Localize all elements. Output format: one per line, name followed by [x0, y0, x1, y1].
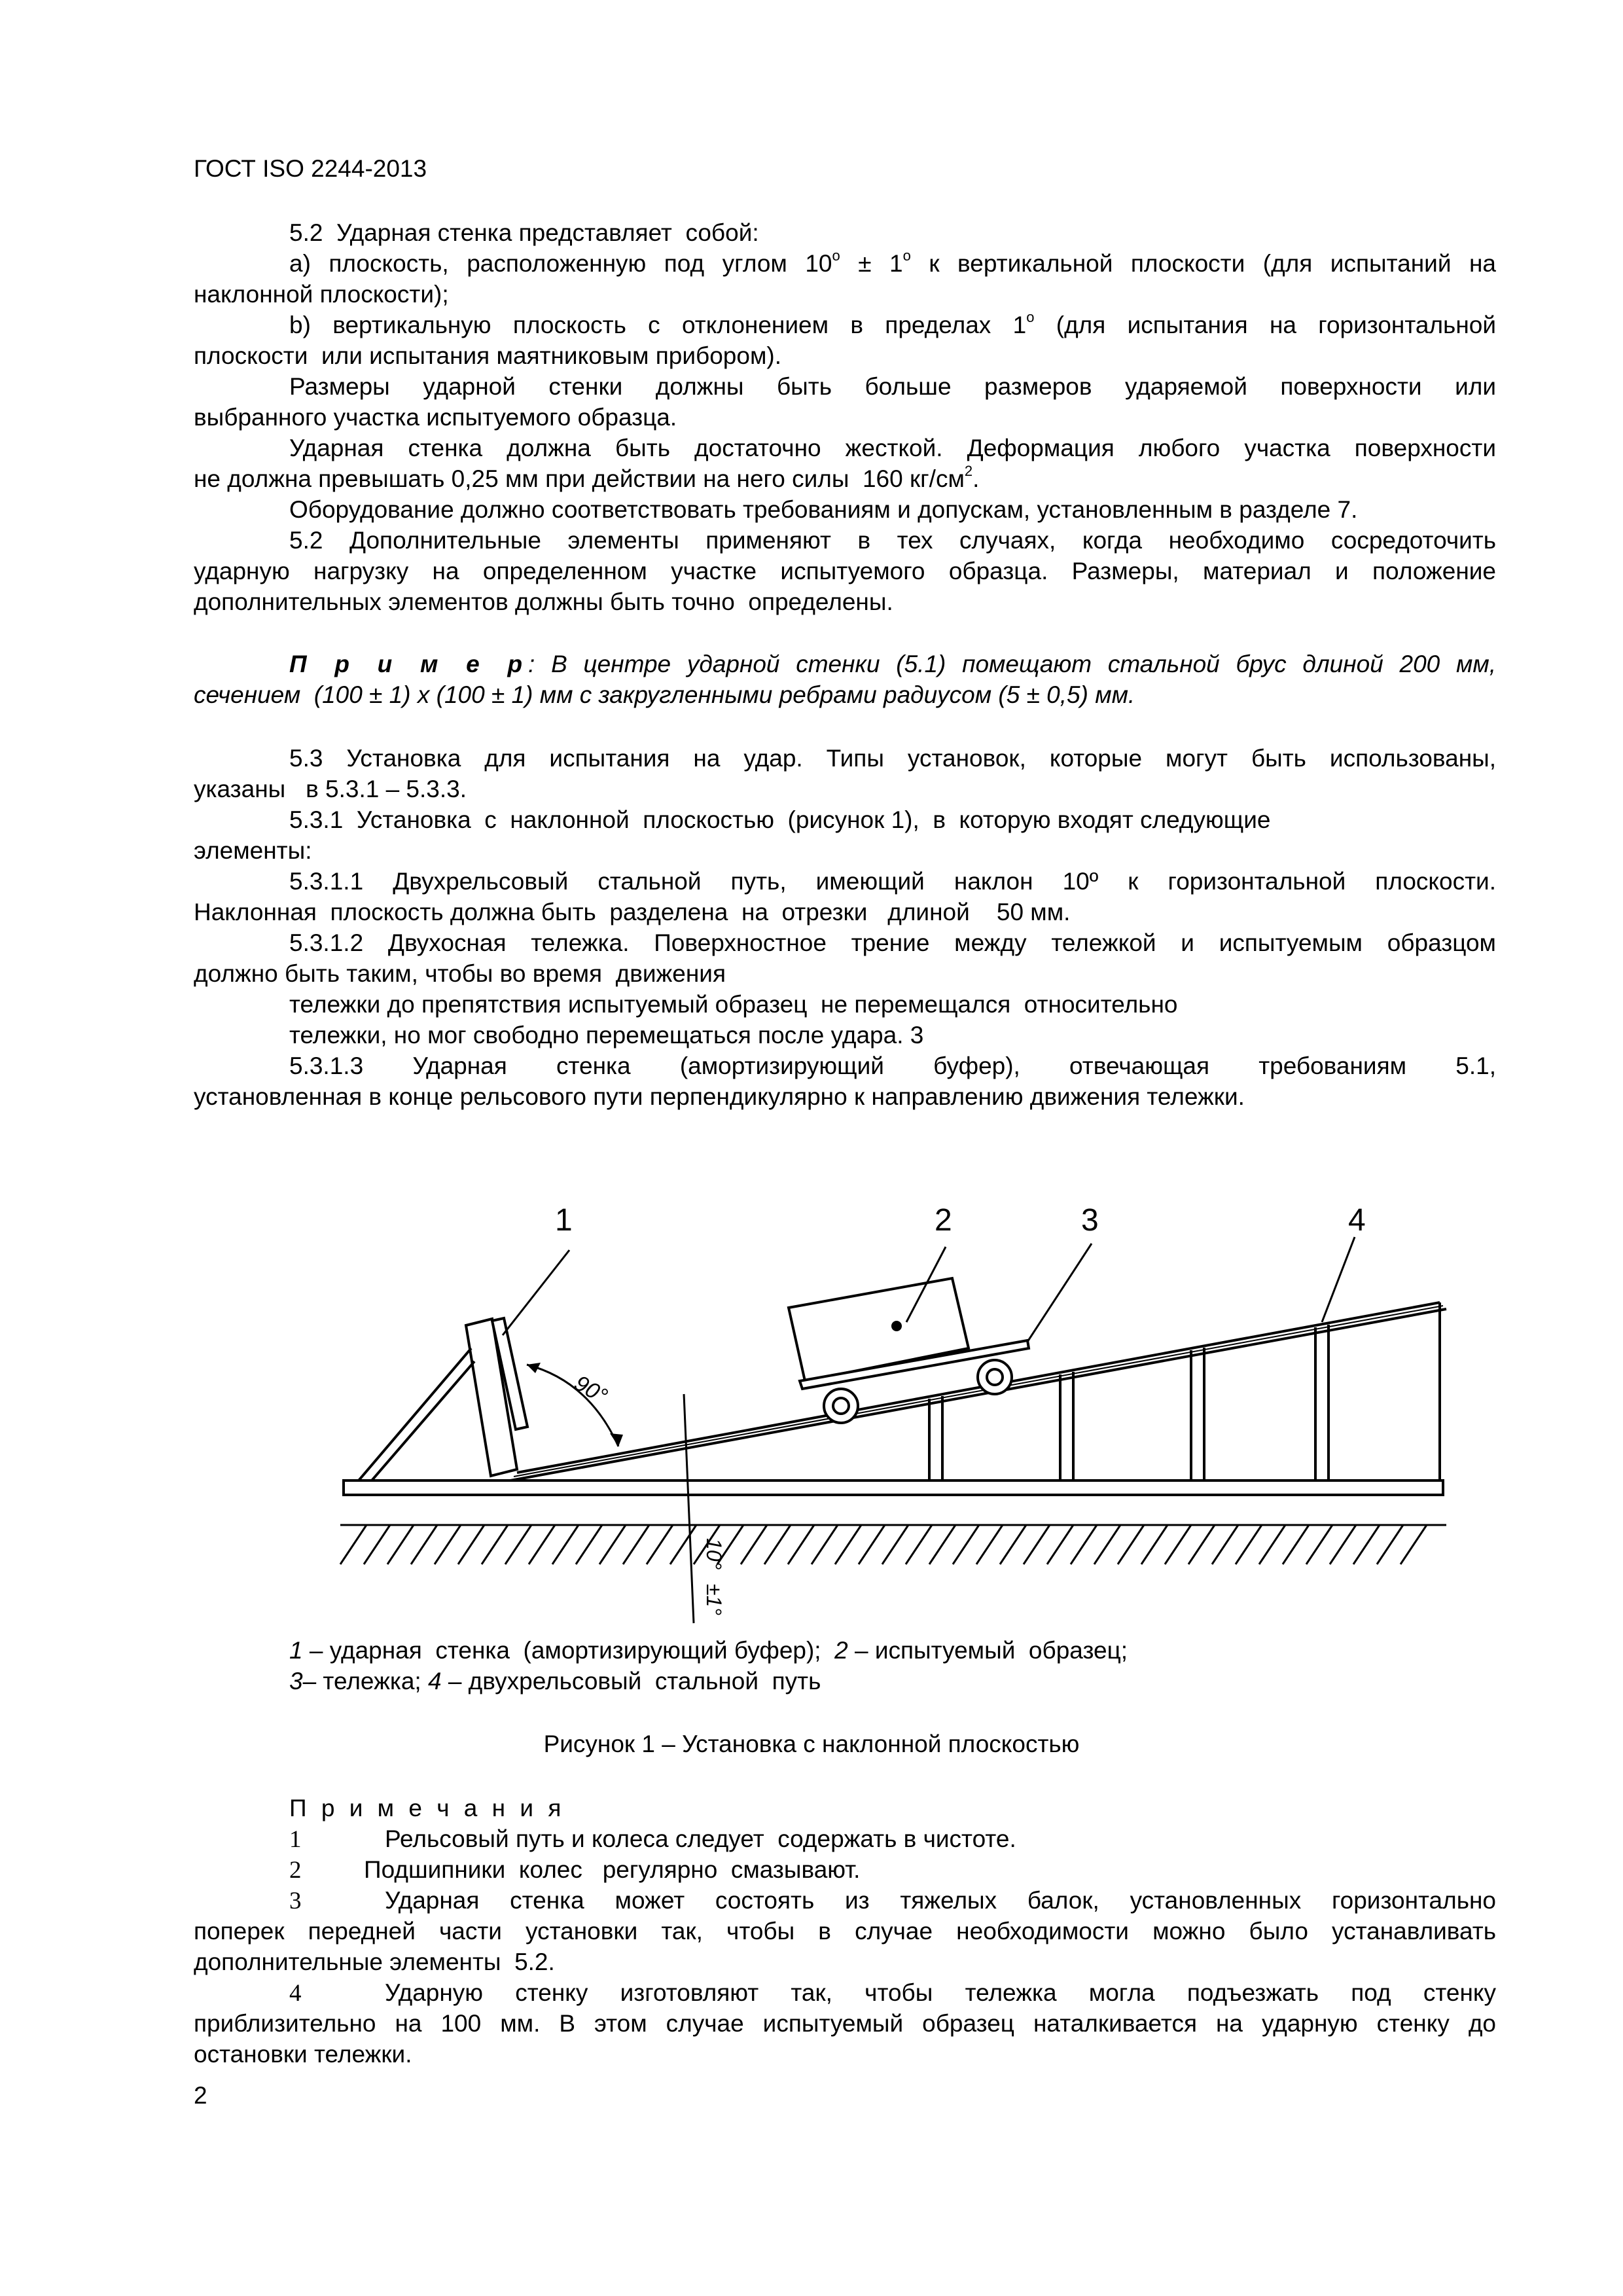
- hatch-stroke: [741, 1525, 767, 1564]
- hatch-stroke: [1400, 1525, 1427, 1564]
- hatch-stroke: [1212, 1525, 1238, 1564]
- reference-line: [684, 1394, 694, 1623]
- hatch-stroke: [1024, 1525, 1050, 1564]
- hatch-stroke: [929, 1525, 955, 1564]
- s5312-line4: тележки, но мог свободно перемещаться после удара. 3: [289, 1022, 924, 1049]
- example-label: П р и м е р: [289, 651, 529, 677]
- hatch-stroke: [1306, 1525, 1332, 1564]
- note-3-line2: поперек передней части установки так, чтобы в случае необходимости можно было устанавливать: [194, 1918, 1496, 1945]
- hatch-stroke: [623, 1525, 649, 1564]
- hatch-stroke: [482, 1525, 508, 1564]
- s5311-line2: Наклонная плоскость должна быть разделена на отрезки длиной 50 мм.: [194, 899, 1071, 925]
- example-line1: П р и м е р: В центре ударной стенки (5.1) помещают стальной брус длиной 200 мм,: [289, 651, 1496, 677]
- hatch-stroke: [812, 1525, 838, 1564]
- size-line2: выбранного участка испытуемого образца.: [194, 404, 677, 431]
- item-b-line2: плоскости или испытания маятниковым прибором).: [194, 342, 781, 369]
- s5312-line3: тележки до препятствия испытуемый образец не перемещался относительно: [289, 991, 1178, 1018]
- hatch-stroke: [552, 1525, 579, 1564]
- hatch-stroke: [364, 1525, 390, 1564]
- hatch-stroke: [340, 1525, 366, 1564]
- doc-header: ГОСТ ISO 2244-2013: [194, 155, 427, 182]
- hatch-stroke: [1188, 1525, 1215, 1564]
- notes-heading: П р и м е ч а н и я: [289, 1795, 565, 1821]
- rail-track: [510, 1302, 1446, 1480]
- item-a-line2: наклонной плоскости);: [194, 281, 449, 308]
- part-label-3: 3: [1081, 1203, 1099, 1238]
- hatch-stroke: [764, 1525, 791, 1564]
- hatch-stroke: [953, 1525, 979, 1564]
- section-5-3-line1: 5.3 Установка для испытания на удар. Типы установок, которые могут быть использованы,: [289, 745, 1496, 772]
- hatch-stroke: [859, 1525, 885, 1564]
- part-label-1: 1: [555, 1203, 573, 1238]
- hatch-stroke: [411, 1525, 437, 1564]
- hatch-stroke: [435, 1525, 461, 1564]
- s5311-line1: 5.3.1.1 Двухрельсовый стальной путь, имеющий наклон 10º к горизонтальной плоскости.: [289, 868, 1496, 895]
- hatch-stroke: [599, 1525, 626, 1564]
- hatch-stroke: [1353, 1525, 1380, 1564]
- hatch-stroke: [882, 1525, 908, 1564]
- angle-90-arc: [527, 1365, 618, 1446]
- size-line1: Размеры ударной стенки должны быть больше размеров ударяемой поверхности или: [289, 373, 1496, 400]
- hatch-stroke: [1000, 1525, 1026, 1564]
- hatch-stroke: [647, 1525, 673, 1564]
- note-2: 2 Подшипники колес регулярно смазывают.: [289, 1856, 861, 1884]
- section-5-3-line2: указаны в 5.3.1 – 5.3.3.: [194, 776, 467, 802]
- note-4-line2: приблизительно на 100 мм. В этом случае испытуемый образец наталкивается на ударную стенку до: [194, 2010, 1496, 2037]
- base-plate: [344, 1480, 1443, 1495]
- hatch-stroke: [1118, 1525, 1144, 1564]
- figure-legend-line2: 3– тележка; 4 – двухрельсовый стальной путь: [289, 1668, 821, 1695]
- equip-line: Оборудование должно соответствовать требованиям и допускам, установленным в разделе 7.: [289, 496, 1358, 523]
- note-3-line3: дополнительные элементы 5.2.: [194, 1948, 555, 1975]
- s531-line2: элементы:: [194, 837, 312, 864]
- part-label-4: 4: [1348, 1203, 1366, 1238]
- add-line2: ударную нагрузку на определенном участке испытуемого образца. Размеры, материал и положение: [194, 558, 1496, 584]
- rigid-line2: не должна превышать 0,25 мм при действии на него силы 160 $кг/см^2$.: [194, 462, 980, 492]
- hatch-stroke: [1259, 1525, 1285, 1564]
- hatch-stroke: [835, 1525, 861, 1564]
- hatch-stroke: [788, 1525, 814, 1564]
- part-label-2: 2: [935, 1203, 952, 1238]
- hatch-stroke: [1071, 1525, 1097, 1564]
- hatch-stroke: [1330, 1525, 1356, 1564]
- section-5-2-intro: 5.2 Ударная стенка представляет собой:: [289, 219, 759, 246]
- example-line2: сечением (100 ± 1) х (100 ± 1) мм с закругленными ребрами радиусом (5 ± 0,5) мм.: [194, 681, 1135, 708]
- add-line3: дополнительных элементов должны быть точно определены.: [194, 588, 893, 615]
- note-1: 1 Рельсовый путь и колеса следует содержать в чистоте.: [289, 1825, 1016, 1853]
- s531-line1: 5.3.1 Установка с наклонной плоскостью (рисунок 1), в которую входят следующие: [289, 806, 1271, 833]
- test-sample: [789, 1278, 969, 1381]
- hatch-stroke: [1283, 1525, 1309, 1564]
- angle-90-label: 90°: [570, 1371, 612, 1409]
- hatch-stroke: [1141, 1525, 1168, 1564]
- hatch-stroke: [458, 1525, 484, 1564]
- hatch-stroke: [906, 1525, 932, 1564]
- hatch-stroke: [387, 1525, 414, 1564]
- hatch-stroke: [505, 1525, 531, 1564]
- item-a-line1: а) плоскость, расположенную под углом $10^o \pm 1^o$ к вертикальной плоскости (для испытаний на: [289, 247, 1496, 277]
- hatch-stroke: [976, 1525, 1003, 1564]
- hatch-stroke: [529, 1525, 555, 1564]
- s5313-line1: 5.3.1.3 Ударная стенка (амортизирующий буфер), отвечающая требованиям 5.1,: [289, 1052, 1496, 1079]
- hatch-stroke: [1236, 1525, 1262, 1564]
- hatch-stroke: [1165, 1525, 1191, 1564]
- hatch-stroke: [1047, 1525, 1073, 1564]
- s5312-line2: должно быть таким, чтобы во время движения: [194, 960, 726, 987]
- page-number: 2: [194, 2082, 207, 2109]
- figure-caption: Рисунок 1 – Установка с наклонной плоскостью: [543, 1731, 1080, 1757]
- hatch-stroke: [576, 1525, 602, 1564]
- note-3-line1: 3 Ударная стенка может состоять из тяжелых балок, установленных горизонтально: [289, 1887, 1496, 1914]
- item-b-line1: b) вертикальную плоскость с отклонением в пределах 1$^o$ (для испытания на горизонтальной: [289, 308, 1496, 338]
- impact-wall: [359, 1318, 527, 1480]
- s5313-line2: установленная в конце рельсового пути перпендикулярно к направлению движения тележки.: [194, 1083, 1245, 1110]
- note-4-line1: 4 Ударную стенку изготовляют так, чтобы тележка могла подъезжать под стенку: [289, 1979, 1496, 2007]
- hatch-stroke: [1094, 1525, 1120, 1564]
- rigid-line1: Ударная стенка должна быть достаточно жесткой. Деформация любого участка поверхности: [289, 435, 1496, 461]
- hatch-stroke: [670, 1525, 696, 1564]
- note-4-line3: остановки тележки.: [194, 2041, 412, 2068]
- add-line1: 5.2 Дополнительные элементы применяют в тех случаях, когда необходимо сосредоточить: [289, 527, 1496, 554]
- angle-10-label: 10°: [702, 1538, 726, 1570]
- s5312-line1: 5.3.1.2 Двухосная тележка. Поверхностное трение между тележкой и испытуемым образцом: [289, 929, 1496, 956]
- hatch-stroke: [1377, 1525, 1403, 1564]
- figure-legend-line1: 1 – ударная стенка (амортизирующий буфер); 2 – испытуемый образец;: [289, 1637, 1128, 1664]
- angle-pm1-label: ±1°: [702, 1584, 726, 1616]
